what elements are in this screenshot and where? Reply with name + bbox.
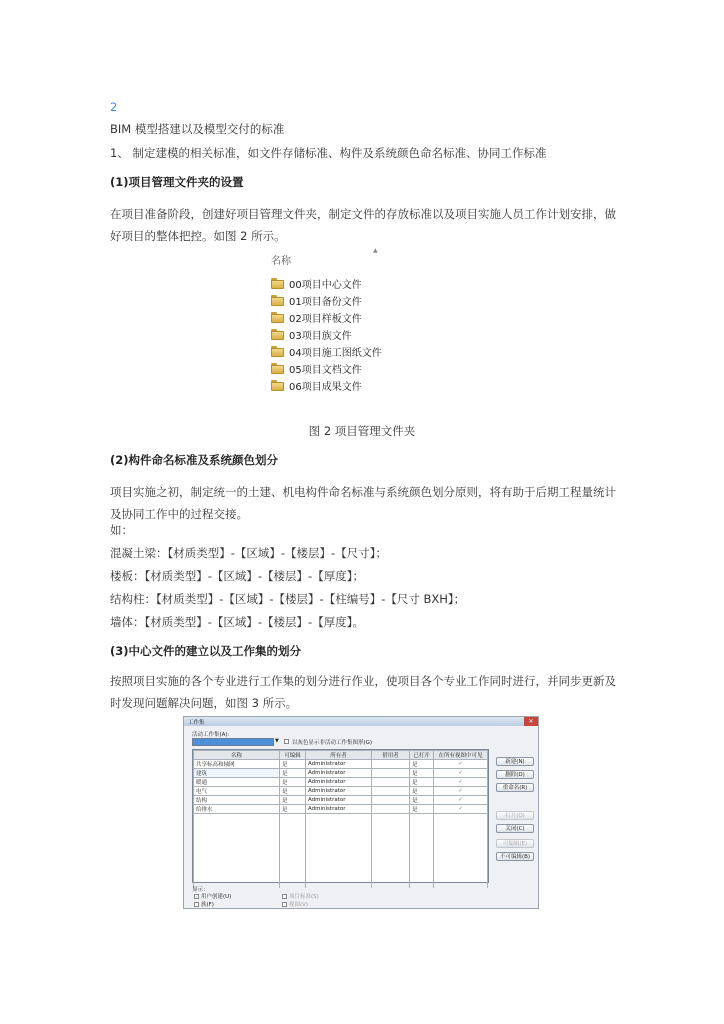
- col-borrower[interactable]: 借用者: [372, 751, 410, 760]
- folder-item: 03项目族文件: [271, 326, 352, 343]
- sort-arrow-icon: ▲: [373, 247, 378, 254]
- table-row[interactable]: 建筑 是 Administrator 是 ✓: [194, 769, 488, 778]
- active-workset-select[interactable]: [192, 738, 274, 746]
- folder-icon: [271, 278, 284, 289]
- new-button[interactable]: 新建(N): [496, 757, 534, 766]
- views-option[interactable]: 视图(V): [282, 900, 308, 908]
- close-icon[interactable]: ✕: [524, 717, 538, 726]
- visible-checkbox[interactable]: ✓: [434, 805, 488, 814]
- folder-icon: [271, 380, 284, 391]
- show-label: 显示：: [192, 887, 209, 893]
- example-line: 混凝土梁：【材质类型】-【区域】-【楼层】-【尺寸】；: [110, 546, 387, 560]
- paragraph-2: 项目实施之初，制定统一的土建、机电构件命名标准与系统颜色划分原则，将有助于后期工程量统计及协同工作中的过程交接。: [110, 485, 616, 521]
- folder-list-figure: [261, 247, 483, 397]
- folder-item: 00项目中心文件: [271, 275, 362, 292]
- heading-3: (3)中心文件的建立以及工作集的划分: [110, 644, 302, 658]
- gray-inactive-label: 以灰色显示非活动工作集图形(G): [292, 740, 373, 746]
- paragraph-1: 在项目准备阶段，创建好项目管理文件夹，制定文件的存放标准以及项目实施人员工作计划安排，做好项目的整体把控。如图 2 所示。: [110, 207, 616, 243]
- checkbox-icon[interactable]: [282, 902, 287, 907]
- figure-caption-2: 图 2 项目管理文件夹: [308, 424, 416, 438]
- col-editable[interactable]: 可编辑: [280, 751, 306, 760]
- example-line: 楼板：【材质类型】-【区域】-【楼层】-【厚度】；: [110, 569, 364, 583]
- col-opened[interactable]: 已打开: [410, 751, 434, 760]
- table-row[interactable]: 结构 是 Administrator 是 ✓: [194, 796, 488, 805]
- folder-icon: [271, 329, 284, 340]
- folder-item: 05项目文档文件: [271, 360, 362, 377]
- table-row[interactable]: 共享标高和轴网 是 Administrator 是 ✓: [194, 760, 488, 769]
- example-line: 结构柱：【材质类型】-【区域】-【楼层】-【柱编号】-【尺寸 BXH】；: [110, 592, 466, 606]
- editable-button[interactable]: 可编辑(E): [496, 839, 534, 848]
- folder-item: 04项目施工图纸文件: [271, 343, 382, 360]
- folder-icon: [271, 363, 284, 374]
- example-intro: 如：: [110, 523, 133, 537]
- folder-item: 02项目样板文件: [271, 309, 362, 326]
- workset-table: [192, 749, 489, 883]
- close-button[interactable]: 关闭(C): [496, 824, 534, 833]
- heading-1: (1)项目管理文件夹的设置: [110, 175, 244, 189]
- checkbox-checked-icon[interactable]: ✓: [195, 893, 199, 899]
- col-visible[interactable]: 在所有视图中可见: [434, 751, 488, 760]
- user-created-option[interactable]: ✓ 用户创建(U): [195, 893, 232, 900]
- gray-inactive-checkbox[interactable]: [284, 739, 289, 744]
- non-editable-button[interactable]: 不可编辑(B): [496, 852, 534, 861]
- paragraph-3: 按照项目实施的各个专业进行工作集的划分进行作业，使项目各个专业工作同时进行，并同步更新及时发现问题解决问题，如图 3 所示。: [110, 674, 616, 710]
- project-standards-option[interactable]: 项目标准(S): [282, 892, 319, 900]
- rename-button[interactable]: 重命名(R): [496, 783, 534, 792]
- table-row[interactable]: 给排水 是 Administrator 是 ✓: [194, 805, 488, 814]
- delete-button[interactable]: 删除(D): [496, 770, 534, 779]
- dialog-title: 工作集: [188, 720, 205, 726]
- visible-checkbox[interactable]: ✓: [434, 778, 488, 787]
- table-row[interactable]: 电气 是 Administrator 是 ✓: [194, 787, 488, 796]
- section-title: BIM 模型搭建以及模型交付的标准: [110, 122, 285, 136]
- dialog-titlebar: [184, 717, 538, 726]
- page-number: 2: [110, 100, 118, 114]
- visible-checkbox[interactable]: ✓: [434, 787, 488, 796]
- families-option[interactable]: 族(F): [194, 900, 214, 908]
- open-button[interactable]: 打开(O): [496, 811, 534, 820]
- checkbox-icon[interactable]: [194, 902, 199, 907]
- checkbox-icon[interactable]: [282, 894, 287, 899]
- chevron-down-icon[interactable]: ▼: [275, 738, 279, 744]
- active-workset-label: 活动工作集(A):: [192, 732, 230, 738]
- visible-checkbox[interactable]: ✓: [434, 769, 488, 778]
- folder-icon: [271, 295, 284, 306]
- visible-checkbox[interactable]: ✓: [434, 796, 488, 805]
- folder-icon: [271, 346, 284, 357]
- col-owner[interactable]: 所有者: [306, 751, 372, 760]
- item-1: 1、 制定建模的相关标准，如文件存储标准、构件及系统颜色命名标准、协同工作标准: [110, 146, 547, 160]
- folder-icon: [271, 312, 284, 323]
- table-row[interactable]: 暖通 是 Administrator 是 ✓: [194, 778, 488, 787]
- folder-item: 01项目备份文件: [271, 292, 362, 309]
- example-line: 墙体：【材质类型】-【区域】-【楼层】-【厚度】。: [110, 615, 364, 629]
- folder-list-header: 名称: [271, 256, 291, 267]
- workset-dialog: [183, 716, 539, 909]
- visible-checkbox[interactable]: ✓: [434, 760, 488, 769]
- heading-2: (2)构件命名标准及系统颜色划分: [110, 453, 279, 467]
- col-name[interactable]: 名称: [194, 751, 280, 760]
- folder-item: 06项目成果文件: [271, 377, 362, 394]
